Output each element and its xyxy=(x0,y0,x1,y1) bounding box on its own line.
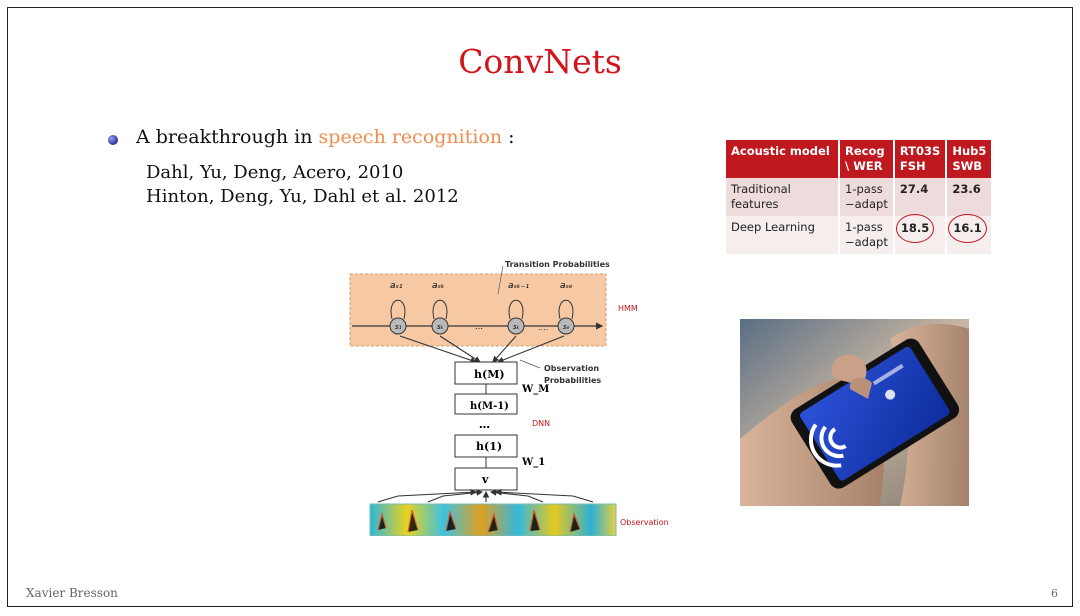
cell-fsh: 27.4 xyxy=(894,178,946,216)
bullet-prefix: A breakthrough in xyxy=(136,126,313,148)
cell-swb: 23.6 xyxy=(946,178,991,216)
page-number: 6 xyxy=(1051,587,1058,600)
cell-recog: 1-pass −adapt xyxy=(839,178,894,216)
cell-fsh xyxy=(894,216,946,254)
phone-photo xyxy=(740,319,969,506)
cell-recog: 1-pass −adapt xyxy=(839,216,894,254)
layer-label: … xyxy=(479,418,490,431)
svg-text:....: .... xyxy=(538,323,549,332)
slide xyxy=(7,7,1073,607)
table-header-row xyxy=(726,140,991,178)
circled-value: 18.5 xyxy=(896,214,934,243)
wer-table xyxy=(726,140,991,254)
cell-model: Traditional features xyxy=(726,178,839,216)
slide-title: ConvNets xyxy=(458,42,622,81)
bullet-suffix: : xyxy=(502,126,515,148)
cell-swb xyxy=(946,216,991,254)
dnn-label: DNN xyxy=(532,419,551,428)
bullet-highlight: speech recognition xyxy=(318,126,503,148)
header-recog: Recog \ WER xyxy=(839,140,894,178)
transition-label: aₛ₁ xyxy=(390,281,403,291)
header-hub5: Hub5 SWB xyxy=(946,140,991,178)
state-label: sₖ xyxy=(513,323,520,331)
table-row xyxy=(726,178,991,216)
state-label: sₑ xyxy=(563,323,570,331)
layer-label: h(1) xyxy=(476,440,503,453)
table-row xyxy=(726,216,991,254)
reference-2: Hinton, Deng, Yu, Dahl et al. 2012 xyxy=(146,186,459,207)
observation-probabilities-label: Observation Probabilities xyxy=(544,364,602,385)
reference-1: Dahl, Yu, Deng, Acero, 2010 xyxy=(146,162,404,183)
weight-label: W_1 xyxy=(522,457,546,468)
weight-label: W_M xyxy=(522,384,550,395)
state-label: sₖ xyxy=(437,323,444,331)
cell-model: Deep Learning xyxy=(726,216,839,254)
transition-probabilities-label: Transition Probabilities xyxy=(505,260,610,269)
header-acoustic-model: Acoustic model xyxy=(726,140,839,178)
bullet-text xyxy=(136,126,515,148)
layer-label: v xyxy=(482,473,489,486)
state-label: s₁ xyxy=(395,323,402,331)
circled-value: 16.1 xyxy=(948,214,986,243)
transition-label: aₛₑ xyxy=(560,281,573,291)
footer-author: Xavier Bresson xyxy=(26,586,118,600)
dnn-hmm-diagram xyxy=(348,252,678,536)
bullet-icon xyxy=(108,135,118,145)
state-label: … xyxy=(475,322,483,331)
header-rt03s: RT03S FSH xyxy=(894,140,946,178)
transition-label: aₛₖ xyxy=(432,281,445,291)
transition-label: aₛₖ₋₁ xyxy=(508,281,530,291)
layer-label: h(M) xyxy=(474,368,505,381)
observation-label: Observation xyxy=(620,518,669,527)
layer-label: h(M-1) xyxy=(470,401,509,412)
hmm-label: HMM xyxy=(618,304,638,313)
